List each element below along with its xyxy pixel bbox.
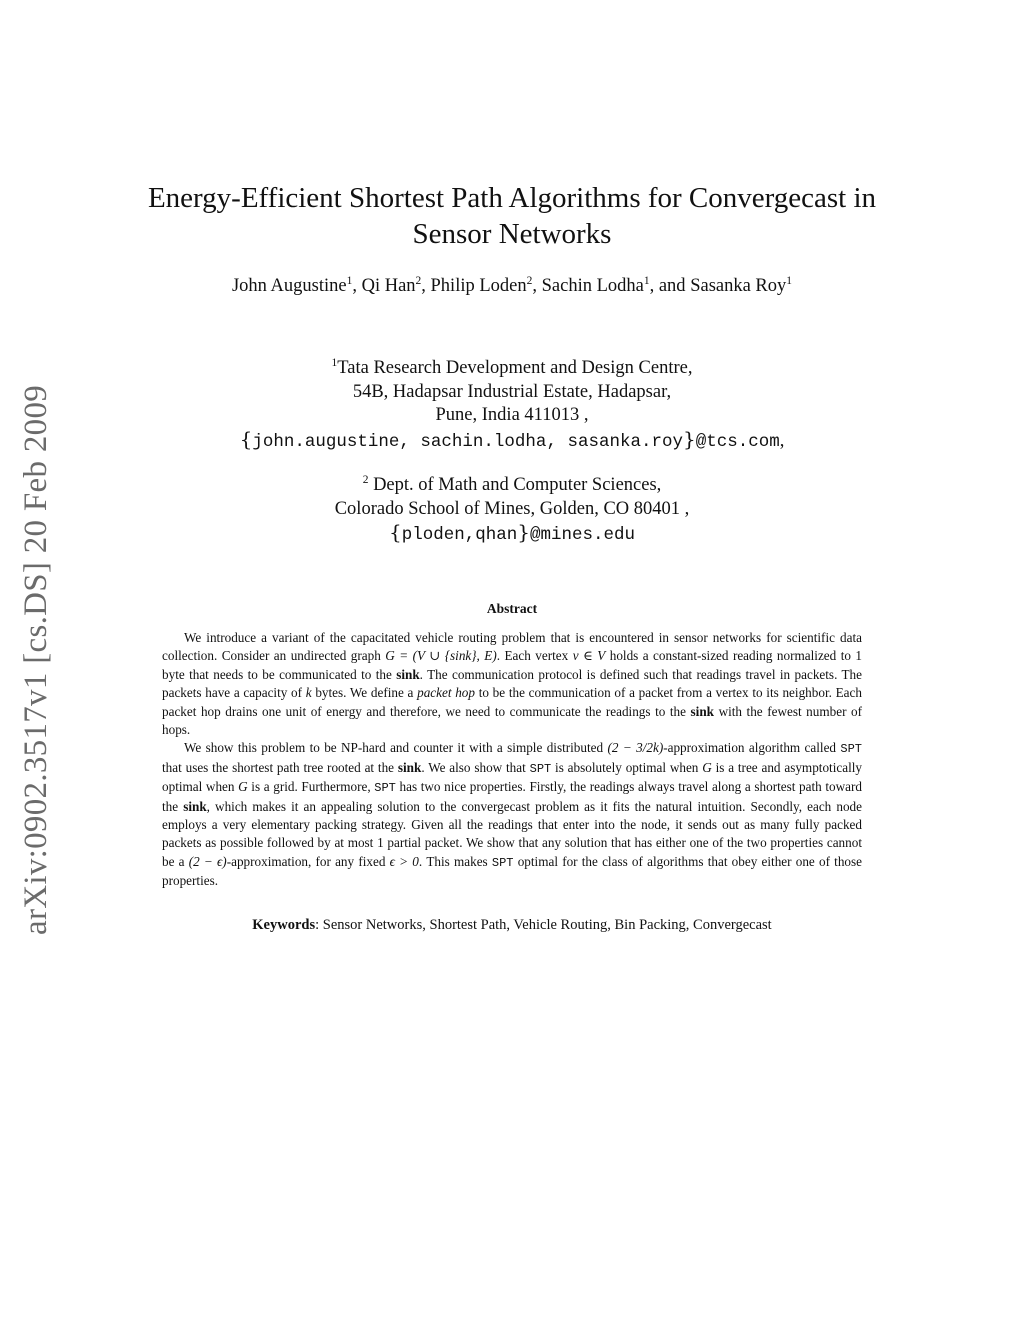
- affiliation-line: Colorado School of Mines, Golden, CO 80401 ,: [334, 498, 690, 519]
- email-users: ploden,qhan: [401, 525, 518, 545]
- math-graph-symbol: G: [238, 779, 248, 795]
- affiliation-mark: 2: [362, 474, 369, 487]
- math-sink: sink: [183, 798, 207, 814]
- keywords-line: [100, 917, 924, 934]
- author-name: Philip Loden: [430, 276, 527, 296]
- algo-name: SPT: [840, 742, 863, 757]
- email-domain: @tcs.com: [695, 431, 780, 452]
- email-domain: @mines.edu: [529, 525, 636, 545]
- author-name: Sachin Lodha: [541, 276, 644, 296]
- title-line-2: Sensor Networks: [412, 218, 612, 250]
- math-graph: G = (V ∪ {sink}, E): [385, 648, 497, 664]
- keywords-label: Keywords: [252, 917, 316, 933]
- author-name: Sasanka Roy: [690, 276, 787, 296]
- algo-name: SPT: [491, 855, 514, 870]
- email-users: john.augustine, sachin.lodha, sasanka.roy: [252, 431, 683, 452]
- math-sink: sink: [690, 703, 715, 719]
- math-sink: sink: [396, 666, 420, 682]
- abstract-paragraph-1: We introduce a variant of the capacitated vehicle routing problem that is encountered in sensor networks for scientific data collection. Consider an undirected graph G = (V ∪ {sink}, E). Each vertex v ∈ V holds a constant-sized reading normalized to 1 byte that needs to be communicated to the sink. The communication protocol is defined such that readings travel in packets. The packets have a capacity of k bytes. We define a packet hop to be the communication of a packet from a vertex to its neighbor. Each packet hop drains one unit of energy and therefore, we need to communicate the readings to the sink with the fewest number of hops.: [162, 630, 862, 738]
- author-affiliation-mark: 1: [346, 275, 353, 288]
- arxiv-identifier-stamp: arXiv:0902.3517v1 [cs.DS] 20 Feb 2009: [18, 384, 54, 935]
- algo-name: SPT: [529, 761, 552, 776]
- keywords-text: : Sensor Networks, Shortest Path, Vehicle Routing, Bin Packing, Convergecast: [315, 917, 772, 933]
- math-sink: sink: [397, 759, 422, 775]
- title-line-1: Energy-Efficient Shortest Path Algorithms for Convergecast in: [147, 182, 877, 214]
- author-name: John Augustine: [231, 276, 347, 296]
- affiliation-line: $^2$ Dept. of Math and Computer Sciences,: [362, 474, 662, 495]
- abstract-body: [162, 629, 862, 891]
- math-approx-ratio: (2 − 3/2k): [607, 740, 664, 756]
- author-affiliation-mark: 1: [643, 275, 650, 288]
- author-name: Qi Han: [361, 276, 416, 296]
- author-separator: , and: [649, 276, 691, 296]
- affiliation-emails: {ploden,qhan}@mines.edu: [388, 520, 636, 545]
- math-capacity: k: [305, 685, 312, 701]
- author-separator: ,: [421, 276, 431, 296]
- affiliation-tata: [100, 357, 924, 454]
- math-epsilon-ratio: (2 − ϵ): [188, 853, 227, 869]
- author-affiliation-mark: 2: [526, 275, 533, 288]
- author-list: [100, 274, 924, 298]
- affiliation-line: $^1$Tata Research Development and Design Centre,: [331, 357, 693, 378]
- affiliation-line: 54B, Hadapsar Industrial Estate, Hadapsar,: [352, 381, 672, 402]
- math-vertex: v ∈ V: [572, 648, 606, 664]
- author-affiliation-mark: 1: [786, 275, 793, 288]
- algo-name: SPT: [374, 781, 396, 796]
- author-affiliation-mark: 2: [415, 275, 422, 288]
- paper-title: [130, 180, 894, 252]
- math-epsilon: ϵ > 0: [389, 853, 419, 869]
- affiliation-mark: 1: [331, 357, 338, 370]
- abstract-heading: Abstract: [486, 601, 538, 616]
- abstract-paragraph-2: We show this problem to be NP-hard and counter it with a simple distributed (2 − 3/2k)-approximation algorithm called SPT that uses the shortest path tree rooted at the sink. We also show that SPT is absolutely optimal when G is a tree and asymptotically optimal when G is a grid. Furthermore, SPT has two nice properties. Firstly, the readings always travel along a shortest path toward the sink, which makes it an appealing solution to the convergecast problem as it fits the natural intuition. Secondly, each node employs a very elementary packing strategy. Given all the readings that enter into the node, it sends out as many fully packed packets as possible followed by at most 1 partial packet. We show that any solution that has either one of the two properties cannot be a (2 − ϵ)-approximation, for any fixed ϵ > 0. This makes SPT optimal for the class of algorithms that obey either one of those properties.: [162, 740, 863, 889]
- affiliation-emails: {john.augustine, sachin.lodha, sasanka.roy}@tcs.com,: [239, 426, 785, 452]
- author-separator: ,: [532, 276, 542, 296]
- affiliation-mines: [100, 474, 924, 548]
- affiliation-line: Pune, India 411013 ,: [435, 405, 589, 425]
- math-graph-symbol: G: [702, 759, 712, 775]
- author-separator: ,: [352, 276, 362, 296]
- term-packet-hop: packet hop: [417, 685, 475, 701]
